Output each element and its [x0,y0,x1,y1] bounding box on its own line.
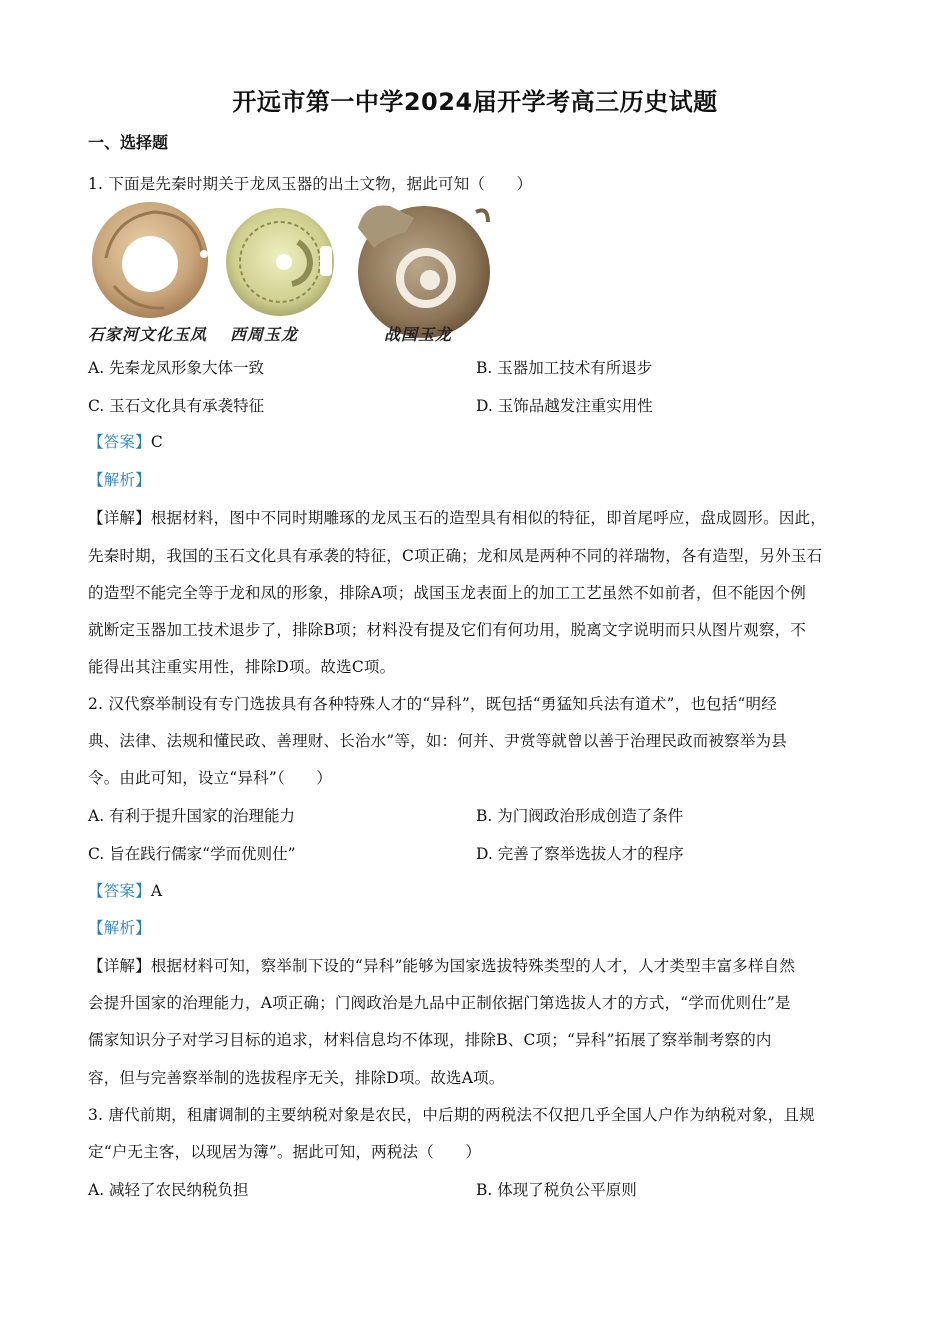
answer-value: C [150,433,163,451]
q2-detail-line: 容，但与完善察举制的选拔程序无关，排除D项。故选A项。 [88,1069,505,1087]
q2-option-b: B. 为门阀政治形成创造了条件 [476,807,684,825]
q2-detail-line: 儒家知识分子对学习目标的追求，材料信息均不体现，排除B、C项；“异科”拓展了察举制考察的内 [88,1031,772,1049]
answer-tag: 【答案】 [88,882,151,900]
q3-option-a: A. 减轻了农民纳税负担 [88,1181,249,1199]
q1-detail-line: 先秦时期，我国的玉石文化具有承袭的特征，C项正确；龙和凤是两种不同的祥瑞物，各有造型，另外玉石 [88,547,823,565]
q1-detail-line [88,506,826,528]
page-title: 开远市第一中学2024届开学考高三历史试题 [232,88,718,116]
q1-stem: 1. 下面是先秦时期关于龙凤玉器的出土文物，据此可知（ ） [88,175,533,193]
q2-option-d: D. 完善了察举选拔人才的程序 [476,845,684,863]
answer-value: A [150,882,163,900]
q3-option-b: B. 体现了税负公平原则 [476,1181,637,1199]
jade-phoenix-figure [92,202,208,318]
q2-stem-line: 令。由此可知，设立“异科”（ ） [88,769,332,787]
caption-warring-states-dragon: 战国玉龙 [384,325,453,344]
caption-western-zhou-dragon: 西周玉龙 [230,325,299,344]
q1-option-c: C. 玉石文化具有承袭特征 [88,397,265,415]
detail-tag: 【详解】 [88,957,151,975]
q2-analysis-heading [88,916,151,938]
western-zhou-jade-dragon-figure [226,208,334,316]
q3-stem-line: 3. 唐代前期，租庸调制的主要纳税对象是农民，中后期的两税法不仅把几乎全国人户作为纳税对象，且规 [88,1106,815,1124]
q3-stem-line: 定“户无主客，以现居为簿”。据此可知，两税法（ ） [88,1143,482,1161]
q2-option-a: A. 有利于提升国家的治理能力 [88,807,296,825]
detail-tag: 【详解】 [88,509,151,527]
analysis-tag: 【解析】 [88,471,151,489]
q2-stem-line: 典、法律、法规和懂民政、善理财、长治水”等，如：何并、尹赏等就曾以善于治理民政而被察举为县 [88,732,787,750]
q2-answer [88,879,162,901]
q1-detail-line: 的造型不能完全等于龙和凤的形象，排除A项；战国玉龙表面上的加工工艺虽然不如前者，但不能因个例 [88,584,806,602]
q1-detail-line: 能得出其注重实用性，排除D项。故选C项。 [88,658,396,676]
q2-stem-line: 2. 汉代察举制设有专门选拔具有各种特殊人才的“异科”，既包括“勇猛知兵法有道术”，也包括“明经 [88,695,777,713]
section-heading: 一、选择题 [88,133,169,152]
warring-states-jade-dragon-figure [358,205,490,338]
q1-analysis-heading [88,468,151,490]
answer-tag: 【答案】 [88,433,151,451]
detail-text: 根据材料，图中不同时期雕琢的龙凤玉石的造型具有相似的特征，即首尾呼应，盘成圆形。因此， [150,509,826,527]
q1-option-b: B. 玉器加工技术有所退步 [476,359,653,377]
q1-detail-line: 就断定玉器加工技术退步了，排除B项；材料没有提及它们有何功用，脱离文字说明而只从图片观察，不 [88,621,807,639]
q2-detail-line [88,954,795,976]
q1-option-a: A. 先秦龙凤形象大体一致 [88,359,265,377]
q2-detail-line: 会提升国家的治理能力，A项正确；门阀政治是九品中正制依据门第选拔人才的方式，“学而优则仕”是 [88,994,791,1012]
q1-option-d: D. 玉饰品越发注重实用性 [476,397,653,415]
detail-text: 根据材料可知，察举制下设的“异科”能够为国家选拔特殊类型的人才，人才类型丰富多样自然 [150,957,796,975]
q1-answer [88,430,163,452]
analysis-tag: 【解析】 [88,919,151,937]
caption-jade-phoenix: 石家河文化玉凤 [88,325,208,344]
q2-option-c: C. 旨在践行儒家“学而优则仕” [88,845,296,863]
